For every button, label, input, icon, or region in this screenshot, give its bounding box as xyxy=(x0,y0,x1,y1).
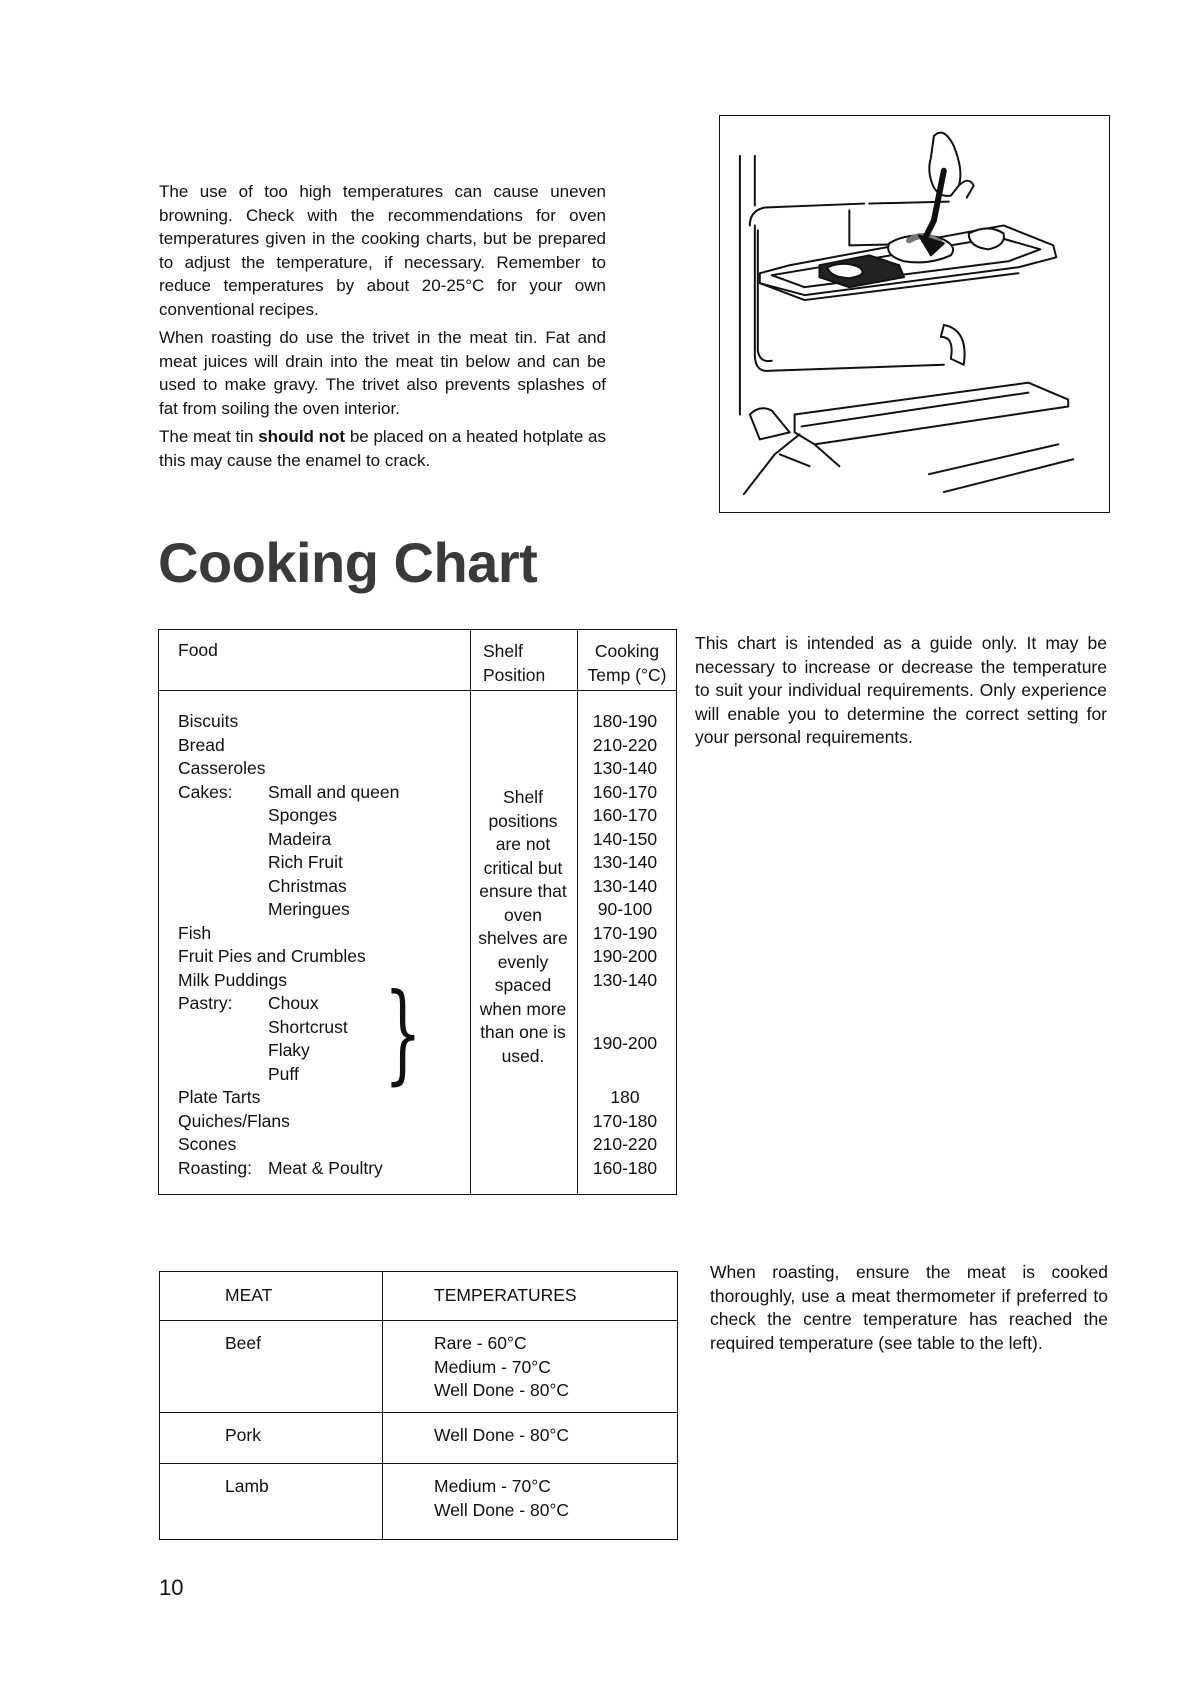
shelf-note-line: critical but xyxy=(483,857,563,878)
cooking-temp: 160-180 xyxy=(592,1157,658,1178)
temperature-line: Well Done - 80°C xyxy=(434,1499,570,1520)
header-temp xyxy=(579,640,675,687)
food-name: Bread xyxy=(178,734,225,755)
shelf-note-line: Shelf xyxy=(503,787,543,807)
shelf-position-note xyxy=(470,786,576,1068)
meat-name: Lamb xyxy=(225,1476,269,1496)
food-name: Roasting: xyxy=(178,1157,252,1178)
chart-row xyxy=(178,710,238,734)
column-divider xyxy=(382,1272,383,1539)
food-subtype: Flaky xyxy=(268,1040,310,1060)
oven-roasting-drawing xyxy=(720,116,1109,512)
header-shelf-line1: Shelf xyxy=(483,641,523,661)
header-divider xyxy=(159,690,676,691)
food-subtype: Rich Fruit xyxy=(268,852,343,872)
column-divider xyxy=(577,630,578,1194)
cooking-temp: 180 xyxy=(610,1087,640,1107)
header-temp-line1: Cooking xyxy=(594,641,660,661)
chart-row xyxy=(178,734,225,758)
food-name: Scones xyxy=(178,1134,237,1154)
cooking-temp: 170-190 xyxy=(592,922,658,943)
temperature-line: Medium - 70°C xyxy=(434,1476,551,1496)
cooking-temp: 210-220 xyxy=(592,734,658,755)
intro-p3-start: The meat tin xyxy=(159,427,259,446)
chart-row xyxy=(178,781,400,805)
oven-illustration xyxy=(719,115,1110,513)
shelf-note-line: spaced xyxy=(494,975,552,995)
cooking-temp: 180-190 xyxy=(592,711,658,731)
intro-paragraph-3 xyxy=(159,425,606,472)
meat-temperature-table xyxy=(159,1271,678,1540)
cooking-temp: 160-170 xyxy=(592,781,658,802)
chart-row xyxy=(178,757,266,781)
shelf-note-line: used. xyxy=(501,1045,545,1066)
meat-name: Beef xyxy=(225,1333,261,1353)
food-subtype: Christmas xyxy=(268,875,347,896)
row-divider xyxy=(160,1320,677,1321)
chart-row xyxy=(178,969,287,993)
cooking-chart-table xyxy=(158,629,677,1195)
food-name: Fish xyxy=(178,922,212,943)
header-meat: MEAT xyxy=(225,1285,273,1305)
cooking-temp: 190-200 xyxy=(592,946,658,966)
shelf-note-line: oven xyxy=(504,904,542,925)
intro-p3-end: be placed on a heated hotplate as this may cause the enamel to crack. xyxy=(159,427,606,470)
meat-name: Pork xyxy=(225,1425,261,1445)
intro-paragraph-2: When roasting do use the trivet in the meat tin. Fat and meat juices will drain into the meat tin below and can be used to make gravy. The trivet also prevents splashes of fat from soiling the oven interior. xyxy=(159,328,606,418)
chart-row xyxy=(178,1086,260,1110)
cooking-temp: 130-140 xyxy=(592,969,658,990)
pastry-brace: } xyxy=(384,971,422,1096)
cooking-temp: 170-180 xyxy=(592,1110,658,1131)
chart-row xyxy=(178,1110,290,1134)
cooking-temp: 130-140 xyxy=(592,852,658,872)
chart-row xyxy=(178,992,319,1016)
food-name: Fruit Pies and Crumbles xyxy=(178,946,366,966)
header-temp-line2: Temp (°C) xyxy=(587,664,667,685)
cooking-temp xyxy=(579,1063,671,1087)
header-shelf-line2: Position xyxy=(483,664,546,685)
header-food: Food xyxy=(178,640,218,660)
row-divider xyxy=(160,1412,677,1413)
food-name: Plate Tarts xyxy=(178,1087,261,1107)
food-subtype: Choux xyxy=(268,993,319,1013)
shelf-note-line: shelves are xyxy=(478,928,568,948)
food-subtype: Small and queen xyxy=(268,781,400,802)
cooking-temp: 140-150 xyxy=(592,828,658,849)
temperature-line: Rare - 60°C xyxy=(434,1333,527,1353)
cooking-temp: 160-170 xyxy=(592,805,658,825)
shelf-note-line: when more xyxy=(479,998,567,1019)
shelf-note-line: are not xyxy=(495,834,551,854)
temperature-line: Medium - 70°C xyxy=(434,1356,551,1377)
chart-row xyxy=(178,1157,383,1181)
food-subtype: Shortcrust xyxy=(268,1016,348,1037)
food-name: Cakes: xyxy=(178,781,233,802)
header-temperatures: TEMPERATURES xyxy=(434,1285,577,1305)
chart-row xyxy=(178,922,211,946)
food-name: Milk Puddings xyxy=(178,969,287,990)
roasting-note: When roasting, ensure the meat is cooked thoroughly, use a meat thermometer if preferred to check the centre temperature has reached the required temperature (see table to the left). xyxy=(710,1262,1108,1353)
food-subtype: Madeira xyxy=(268,828,332,849)
food-name: Biscuits xyxy=(178,711,239,731)
temperature-line: Well Done - 80°C xyxy=(434,1380,570,1400)
cooking-temp: 210-220 xyxy=(592,1134,658,1154)
meat-temperatures xyxy=(434,1424,569,1448)
cooking-temp xyxy=(579,992,671,1016)
chart-row xyxy=(178,1133,236,1157)
food-name: Pastry: xyxy=(178,993,233,1013)
chart-row xyxy=(178,945,366,969)
food-subtype: Puff xyxy=(268,1063,299,1084)
shelf-note-line: ensure that xyxy=(479,881,567,901)
meat-temperatures xyxy=(434,1475,569,1522)
cooking-temp: 90-100 xyxy=(597,899,653,919)
pastry-temp: 190-200 xyxy=(592,1033,658,1053)
header-shelf xyxy=(483,640,545,687)
shelf-note-line: evenly xyxy=(497,951,549,972)
row-divider xyxy=(160,1463,677,1464)
shelf-note-line: positions xyxy=(488,810,558,831)
food-subtype: Meat & Poultry xyxy=(268,1157,383,1178)
food-name: Casseroles xyxy=(178,758,266,778)
shelf-note-line: than one is xyxy=(480,1022,566,1042)
intro-paragraph-1: The use of too high temperatures can cause uneven browning. Check with the recommendations for oven temperatures given in the cooking charts, but be prepared to adjust the temperature, if necessary. Remember to reduce temperatures by about 20-25°C for your own conventional recipes. xyxy=(159,182,606,319)
cooking-temp: 130-140 xyxy=(592,875,658,896)
food-name: Quiches/Flans xyxy=(178,1110,290,1131)
chart-guide-note: This chart is intended as a guide only. It may be necessary to increase or decrease the temperature to suit your individual requirements. Only experience will enable you to determine the correct setting for your personal requirements. xyxy=(695,633,1107,747)
page-number: 10 xyxy=(159,1575,184,1600)
intro-text xyxy=(159,180,606,477)
intro-p3-bold: should not xyxy=(258,427,346,446)
cooking-temp: 130-140 xyxy=(592,758,658,778)
temperature-line: Well Done - 80°C xyxy=(434,1425,570,1445)
food-subtype: Sponges xyxy=(268,805,338,825)
page-title: Cooking Chart xyxy=(158,531,538,594)
food-subtype: Meringues xyxy=(268,899,350,919)
meat-temperatures xyxy=(434,1332,569,1403)
